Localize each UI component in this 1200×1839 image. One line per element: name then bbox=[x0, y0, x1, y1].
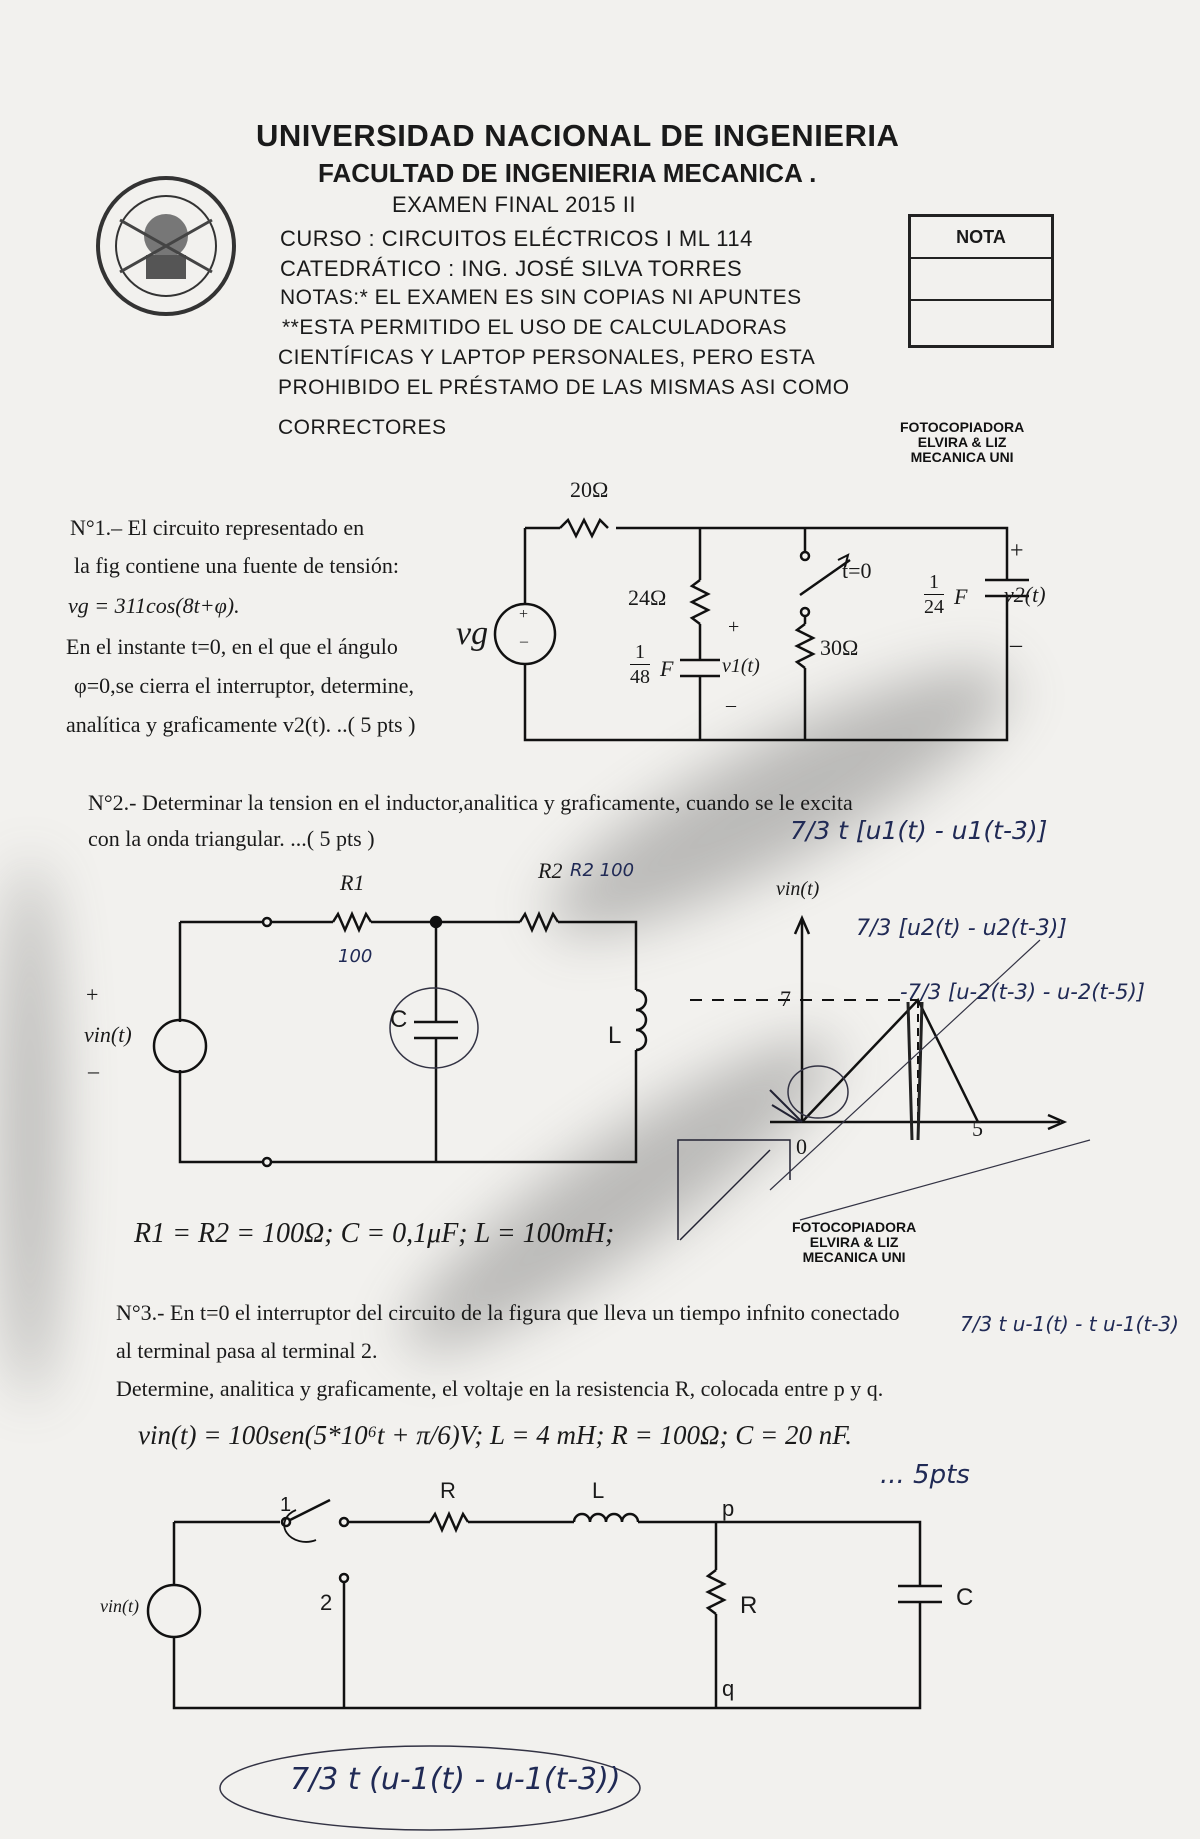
p1-v1-minus: – bbox=[726, 694, 736, 716]
p3-label-r: R bbox=[440, 1478, 456, 1503]
grade-box bbox=[908, 214, 1054, 348]
p2-label-l: L bbox=[608, 1022, 622, 1049]
p2-label-r1: R1 bbox=[340, 870, 365, 895]
p2-graph-ylabel: vin(t) bbox=[776, 878, 820, 900]
p1-line-3: vg = 311cos(8t+φ). bbox=[68, 593, 240, 618]
p1-cap1-num: 1 bbox=[635, 641, 645, 663]
p2-graph-peak: 7 bbox=[780, 986, 791, 1011]
p1-v2-plus: + bbox=[1010, 538, 1024, 564]
notes-line-1: NOTAS:* EL EXAMEN ES SIN COPIAS NI APUNTES bbox=[280, 286, 802, 309]
p1-cap1-unit: F bbox=[660, 656, 674, 681]
p1-line-1: N°1.– El circuito representado en bbox=[70, 515, 365, 540]
p3-values: vin(t) = 100sen(5*10⁶t + π/6)V; L = 4 mH; R = 100Ω; C = 20 nF. bbox=[138, 1420, 852, 1450]
grade-label: NOTA bbox=[911, 217, 1051, 259]
notes-line-5: CORRECTORES bbox=[278, 416, 447, 439]
circuit-1 bbox=[495, 520, 1029, 740]
stamp-line-2: ELVIRA & LIZ bbox=[917, 434, 1007, 450]
p3-label-l: L bbox=[592, 1478, 605, 1503]
p3-label-c: C bbox=[956, 1584, 974, 1611]
p1-source-plus: + bbox=[519, 606, 529, 623]
p2-label-c: C bbox=[390, 1006, 408, 1033]
p1-line-6: analítica y graficamente v2(t). ..( 5 pts ) bbox=[66, 712, 416, 737]
p3-label-r2: R bbox=[740, 1592, 758, 1619]
course-line: CURSO : CIRCUITOS ELÉCTRICOS I ML 114 bbox=[280, 226, 753, 251]
source-vin-3 bbox=[148, 1585, 200, 1637]
stamp-line-3: MECANICA UNI bbox=[910, 449, 1014, 465]
p3-terminal-2: 2 bbox=[320, 1590, 333, 1615]
p2-handwriting-5: 100 bbox=[338, 946, 373, 967]
p1-v1-plus: + bbox=[728, 616, 740, 638]
notes-line-4: PROHIBIDO EL PRÉSTAMO DE LAS MISMAS ASI COMO bbox=[278, 376, 850, 399]
p2-handwriting-3: -7/3 [u-2(t-3) - u-2(t-5)] bbox=[900, 980, 1145, 1004]
p3-vin-label: vin(t) bbox=[100, 1596, 139, 1616]
p1-v2-label: v2(t) bbox=[1004, 582, 1046, 607]
p1-v2-minus: – bbox=[1010, 632, 1022, 658]
p2-handwriting-4: R2 100 bbox=[570, 860, 635, 881]
triangle-wave-graph bbox=[678, 918, 1090, 1240]
p1-line-5: φ=0,se cierra el interruptor, determine, bbox=[74, 673, 415, 698]
source-vin-2 bbox=[154, 1020, 206, 1072]
p1-line-2: la fig contiene una fuente de tensión: bbox=[74, 553, 399, 578]
p1-cap2-den: 24 bbox=[924, 596, 944, 618]
p2-line-2: con la onda triangular. ...( 5 pts ) bbox=[88, 826, 375, 851]
p1-cap1 bbox=[630, 640, 650, 689]
p1-cap2 bbox=[924, 570, 944, 619]
p2-values: R1 = R2 = 100Ω; C = 0,1μF; L = 100mH; bbox=[134, 1218, 615, 1249]
p1-v1-label: v1(t) bbox=[722, 655, 760, 677]
p1-label-24ohm: 24Ω bbox=[628, 585, 667, 610]
p2-handwriting-2: 7/3 [u2(t) - u2(t-3)] bbox=[856, 916, 1067, 941]
p2-handwriting-6: 7/3 t u-1(t) - t u-1(t-3) bbox=[960, 1312, 1179, 1336]
p2-minus: – bbox=[88, 1058, 99, 1083]
stamp2-line-3: MECANICA UNI bbox=[802, 1249, 906, 1265]
p2-label-r2: R2 bbox=[538, 858, 563, 883]
exam-title: EXAMEN FINAL 2015 II bbox=[392, 192, 636, 217]
university-seal bbox=[98, 178, 234, 314]
p3-points: ... 5pts bbox=[880, 1460, 970, 1490]
p2-graph-origin: 0 bbox=[796, 1134, 807, 1159]
university-name: UNIVERSIDAD NACIONAL DE INGENIERIA bbox=[256, 118, 900, 153]
stamp2-line-2: ELVIRA & LIZ bbox=[809, 1234, 899, 1250]
p3-handwriting: 7/3 t (u-1(t) - u-1(t-3)) bbox=[290, 1762, 621, 1797]
p2-plus: + bbox=[86, 982, 99, 1007]
p1-cap1-den: 48 bbox=[630, 666, 650, 688]
notes-line-3: CIENTÍFICAS Y LAPTOP PERSONALES, PERO ESTA bbox=[278, 346, 816, 369]
p3-line-2: al terminal pasa al terminal 2. bbox=[116, 1338, 378, 1363]
p2-graph-xend: 5 bbox=[972, 1116, 983, 1141]
grade-cell-1 bbox=[911, 259, 1051, 301]
circuit-2 bbox=[154, 914, 646, 1166]
copy-stamp-1 bbox=[900, 420, 1024, 465]
p1-source-minus: – bbox=[520, 633, 528, 650]
professor-line: CATEDRÁTICO : ING. JOSÉ SILVA TORRES bbox=[280, 256, 743, 281]
p3-line-1: N°3.- En t=0 el interruptor del circuito de la figura que lleva un tiempo infnito conectado bbox=[116, 1300, 900, 1325]
p1-source-label: vg bbox=[456, 615, 489, 652]
p1-line-4: En el instante t=0, en el que el ángulo bbox=[66, 634, 398, 659]
p1-cap2-unit: F bbox=[954, 584, 968, 609]
p3-label-q: q bbox=[722, 1676, 735, 1701]
p1-label-20ohm: 20Ω bbox=[570, 477, 609, 502]
notes-line-2: **ESTA PERMITIDO EL USO DE CALCULADORAS bbox=[282, 316, 787, 339]
p2-vin-label: vin(t) bbox=[84, 1022, 132, 1047]
p3-line-3: Determine, analitica y graficamente, el voltaje en la resistencia R, colocada entre p y q. bbox=[116, 1376, 884, 1401]
p1-label-30ohm: 30Ω bbox=[820, 635, 859, 660]
p1-switch-label: t=0 bbox=[842, 558, 872, 583]
p3-label-p: p bbox=[722, 1496, 735, 1521]
p3-terminal-1: 1 bbox=[280, 1494, 292, 1516]
copy-stamp-2 bbox=[792, 1220, 916, 1265]
stamp-line-1: FOTOCOPIADORA bbox=[900, 419, 1025, 435]
stamp2-line-1: FOTOCOPIADORA bbox=[792, 1219, 917, 1235]
p2-line-1: N°2.- Determinar la tension en el inductor,analitica y graficamente, cuando se le excita bbox=[88, 790, 853, 815]
faculty-name: FACULTAD DE INGENIERIA MECANICA . bbox=[318, 158, 817, 188]
p2-handwriting-1: 7/3 t [u1(t) - u1(t-3)] bbox=[790, 816, 1048, 845]
grade-cell-2 bbox=[911, 301, 1051, 341]
p1-cap2-num: 1 bbox=[929, 571, 939, 593]
